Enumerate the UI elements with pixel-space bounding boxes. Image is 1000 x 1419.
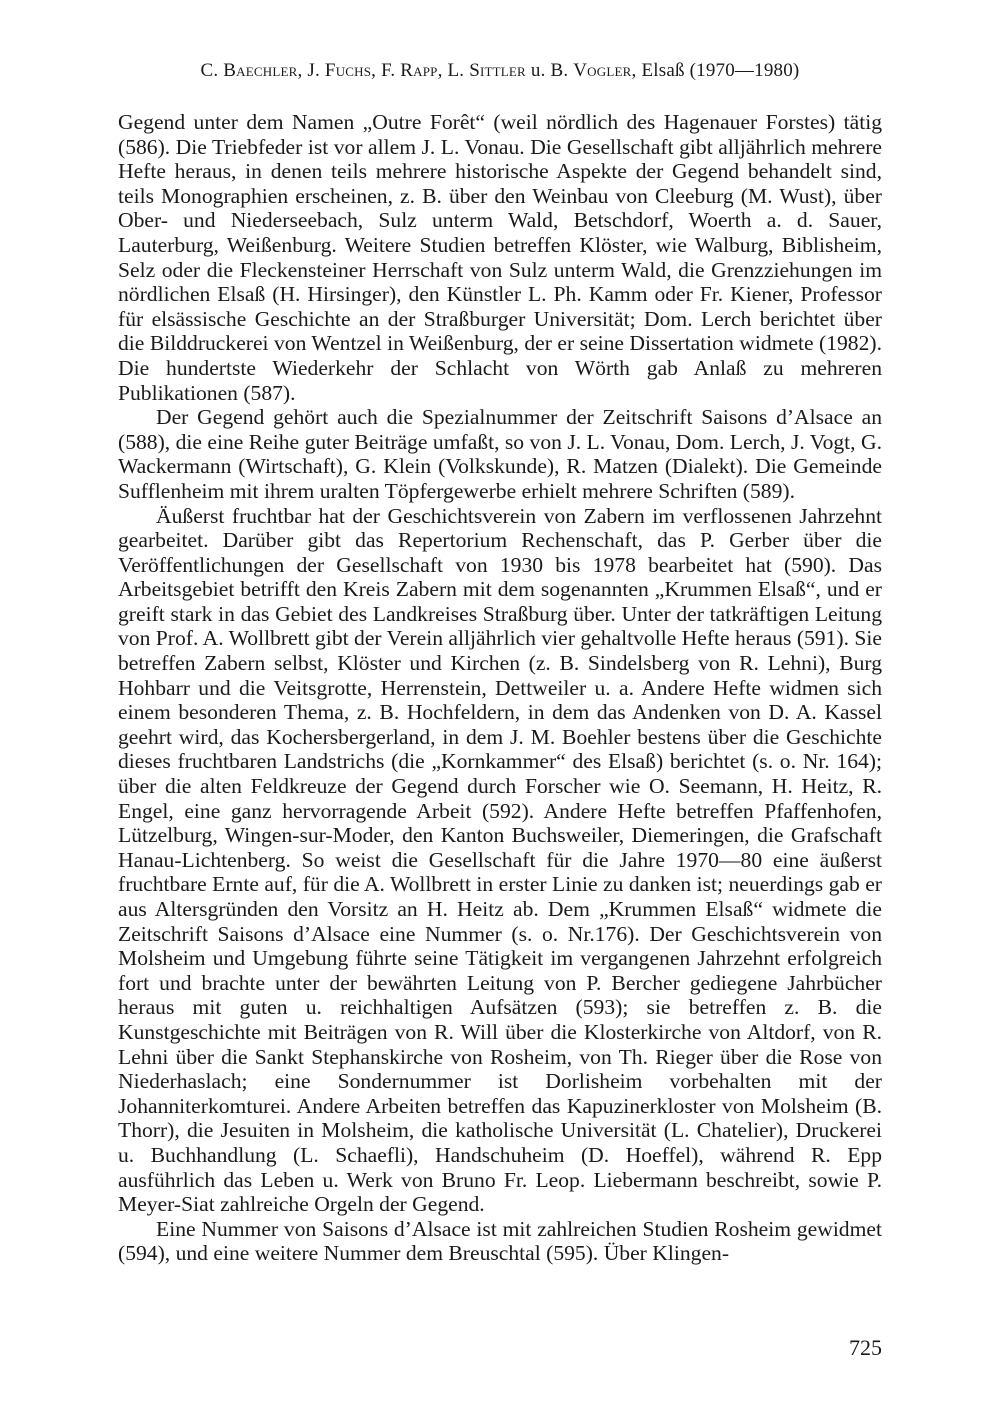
paragraph-2: Der Gegend gehört auch die Spezialnummer der Zeitschrift Saisons d’Alsace an (588), die eine Reihe guter Beiträge umfaßt, so von J. L. Vonau, Dom. Lerch, J. Vogt, G. Wackermann (Wirtschaft), G. Klein (Volkskunde), R. Matzen (Dialekt). Die Gemeinde Sufflenheim mit ihrem uralten Töpfergewerbe erhielt mehrere Schriften (589). (118, 405, 882, 503)
paragraph-3: Äußerst fruchtbar hat der Geschichtsverein von Zabern im verflossenen Jahrzehnt gearbeitet. Darüber gibt das Repertorium Rechenschaft, das P. Gerber über die Veröffentlichungen der Gesellschaft von 1930 bis 1978 bearbeitet hat (590). Das Arbeitsgebiet betrifft den Kreis Zabern mit dem sogenannten „Krummen Elsaß“, und er greift stark in das Gebiet des Landkreises Straßburg über. Unter der tatkräftigen Leitung von Prof. A. Wollbrett gibt der Verein alljährlich vier gehaltvolle Hefte heraus (591). Sie betreffen Zabern selbst, Klöster und Kirchen (z. B. Sindelsberg von R. Lehni), Burg Hohbarr und die Veitsgrotte, Herrenstein, Dettweiler u. a. Andere Hefte widmen sich einem besonderen Thema, z. B. Hochfeldern, in dem das Andenken von D. A. Kassel geehrt wird, das Kochersbergerland, in dem J. M. Boehler bestens über die Geschichte dieses fruchtbaren Landstrichs (die „Kornkammer“ des Elsaß) berichtet (s. o. Nr. 164); über die alten Feldkreuze der Gegend durch Forscher wie O. Seemann, H. Heitz, R. Engel, eine ganz hervorragende Arbeit (592). Andere Hefte betreffen Pfaffenhofen, Lützelburg, Wingen-sur-Moder, den Kanton Buchsweiler, Diemeringen, die Grafschaft Hanau-Lichtenberg. So weist die Gesellschaft für die Jahre 1970—80 eine äußerst fruchtbare Ernte auf, für die A. Wollbrett in erster Linie zu danken ist; neuerdings gab er aus Altersgründen den Vorsitz an H. Heitz ab. Dem „Krummen Elsaß“ widmete die Zeitschrift Saisons d’Alsace eine Nummer (s. o. Nr.176). Der Geschichtsverein von Molsheim und Umgebung führte seine Tätigkeit im vergangenen Jahrzehnt erfolgreich fort und brachte unter der bewährten Leitung von P. Bercher gediegene Jahrbücher heraus mit guten u. reichhaltigen Aufsätzen (593); sie betreffen z. B. die Kunstgeschichte mit Beiträgen von R. Will über die Klosterkirche von Altdorf, von R. Lehni über die Sankt Stephanskirche von Rosheim, von Th. Rieger über die Rose von Niederhaslach; eine Sondernummer ist Dorlisheim vorbehalten mit der Johanniterkomturei. Andere Arbeiten betreffen das Kapuzinerkloster von Molsheim (B. Thorr), die Jesuiten in Molsheim, die katholische Universität (L. Chatelier), Druckerei u. Buchhandlung (L. Schaefli), Handschuheim (D. Hoeffel), während R. Epp ausführlich das Leben u. Werk von Bruno Fr. Leop. Liebermann beschreibt, sowie P. Meyer-Siat zahlreiche Orgeln der Gegend. (118, 503, 882, 1217)
author-2: J. Fuchs, (307, 60, 382, 81)
running-head (118, 58, 882, 84)
page-number: 725 (849, 1335, 882, 1360)
author-4: L. Sittler u. (447, 60, 551, 81)
paragraph-4: Eine Nummer von Saisons d’Alsace ist mit zahlreichen Studien Rosheim gewidmet (594), und eine weitere Nummer dem Breuschtal (595). Über Klingen- (118, 1216, 882, 1266)
author-5: B. Vogler, (550, 60, 642, 81)
author-3: F. Rapp, (381, 60, 448, 81)
body-text (118, 110, 882, 1266)
running-head-title: Elsaß (1970—1980) (641, 60, 800, 81)
paragraph-1: Gegend unter dem Namen „Outre Forêt“ (weil nördlich des Hagenauer Forstes) tätig (586). Die Triebfeder ist vor allem J. L. Vonau. Die Gesellschaft gibt alljährlich mehrere Hefte heraus, in denen teils mehrere historische Aspekte der Gegend behandelt sind, teils Monographien erscheinen, z. B. über den Weinbau von Cleeburg (M. Wust), über Ober- und Niederseebach, Sulz unterm Wald, Betschdorf, Woerth a. d. Sauer, Lauterburg, Weißenburg. Weitere Studien betreffen Klöster, wie Walburg, Biblisheim, Selz oder die Fleckensteiner Herrschaft von Sulz unterm Wald, die Grenzziehungen im nördlichen Elsaß (H. Hirsinger), den Künstler L. Ph. Kamm oder Fr. Kiener, Professor für elsässische Geschichte an der Straßburger Universität; Dom. Lerch berichtet über die Bilddruckerei von Wentzel in Weißenburg, der er seine Dissertation widmete (1982). Die hundertste Wiederkehr der Schlacht von Wörth gab Anlaß zu mehreren Publikationen (587). (118, 110, 882, 405)
author-1: C. Baechler, (200, 60, 308, 81)
